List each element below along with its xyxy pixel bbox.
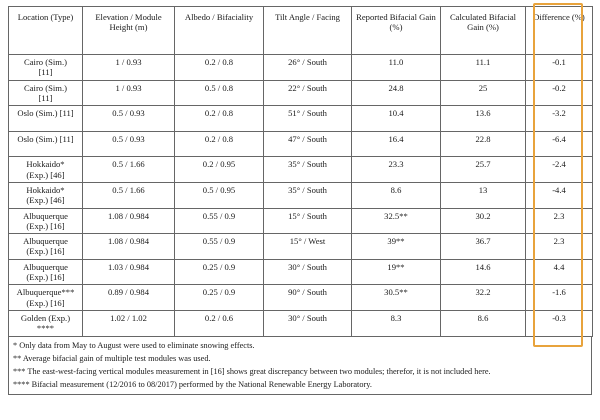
table-row <box>9 310 593 336</box>
cell-reported: 30.5** <box>352 285 441 311</box>
cell-elevation: 0.89 / 0.984 <box>83 285 175 311</box>
cell-difference: -2.4 <box>526 157 593 183</box>
cell-calculated: 14.6 <box>441 259 526 285</box>
cell-location <box>9 131 83 157</box>
location-line: Hokkaido* <box>26 159 65 170</box>
cell-difference: -0.3 <box>526 310 593 336</box>
cell-albedo: 0.2 / 0.95 <box>175 157 264 183</box>
cell-calculated: 22.8 <box>441 131 526 157</box>
table-header-row <box>9 7 593 55</box>
cell-difference: -4.4 <box>526 182 593 208</box>
cell-reported: 39** <box>352 234 441 260</box>
cell-elevation: 1.08 / 0.984 <box>83 234 175 260</box>
cell-albedo: 0.2 / 0.6 <box>175 310 264 336</box>
header-tilt: Tilt Angle / Facing <box>264 7 352 55</box>
table-row <box>9 208 593 234</box>
table-row <box>9 182 593 208</box>
cell-elevation: 1 / 0.93 <box>83 80 175 106</box>
cell-difference: -0.2 <box>526 80 593 106</box>
location-line: Albuquerque <box>23 210 68 221</box>
cell-calculated: 32.2 <box>441 285 526 311</box>
cell-calculated: 13.6 <box>441 106 526 132</box>
location-line: **** <box>36 323 55 334</box>
cell-calculated: 13 <box>441 182 526 208</box>
cell-reported: 8.6 <box>352 182 441 208</box>
footnote: * Only data from May to August were used to eliminate snowing effects. <box>13 340 255 350</box>
location-line: Albuquerque <box>23 261 68 272</box>
cell-elevation: 1.08 / 0.984 <box>83 208 175 234</box>
cell-elevation: 0.5 / 0.93 <box>83 131 175 157</box>
header-albedo: Albedo / Bifaciality <box>175 7 264 55</box>
cell-location <box>9 234 83 260</box>
table-row <box>9 106 593 132</box>
bifacial-gain-table <box>8 6 593 337</box>
cell-elevation: 1.03 / 0.984 <box>83 259 175 285</box>
cell-difference: -0.1 <box>526 55 593 81</box>
cell-tilt: 30° / South <box>264 310 352 336</box>
location-line: Oslo (Sim.) [11] <box>17 133 74 144</box>
cell-tilt: 51° / South <box>264 106 352 132</box>
table-row <box>9 234 593 260</box>
footnotes <box>8 337 592 395</box>
table-row <box>9 80 593 106</box>
location-line: [11] <box>38 92 53 103</box>
cell-location <box>9 80 83 106</box>
cell-calculated: 30.2 <box>441 208 526 234</box>
cell-location <box>9 182 83 208</box>
cell-calculated: 11.1 <box>441 55 526 81</box>
location-line: [11] <box>38 67 53 78</box>
header-location: Location (Type) <box>9 7 83 55</box>
cell-calculated: 8.6 <box>441 310 526 336</box>
cell-albedo: 0.5 / 0.95 <box>175 182 264 208</box>
table-body <box>9 55 593 337</box>
cell-reported: 23.3 <box>352 157 441 183</box>
cell-location <box>9 285 83 311</box>
location-line: Cairo (Sim.) <box>24 57 67 67</box>
footnote: *** The east-west-facing vertical modules measurement in [16] shows great discrepancy between two modules; therefor, it is not included here. <box>13 366 491 376</box>
cell-difference: -1.6 <box>526 285 593 311</box>
footnote: ** Average bifacial gain of multiple test modules was used. <box>13 353 211 363</box>
cell-reported: 19** <box>352 259 441 285</box>
cell-location <box>9 259 83 285</box>
cell-tilt: 47° / South <box>264 131 352 157</box>
cell-tilt: 22° / South <box>264 80 352 106</box>
cell-location <box>9 310 83 336</box>
cell-tilt: 90° / South <box>264 285 352 311</box>
table-row <box>9 285 593 311</box>
cell-difference: 2.3 <box>526 208 593 234</box>
header-calculated-gain: Calculated Bifacial Gain (%) <box>441 7 526 55</box>
cell-albedo: 0.2 / 0.8 <box>175 106 264 132</box>
table-row <box>9 259 593 285</box>
document-page <box>8 6 592 395</box>
location-line: Oslo (Sim.) [11] <box>17 108 74 119</box>
cell-location <box>9 208 83 234</box>
cell-location <box>9 157 83 183</box>
table-row <box>9 157 593 183</box>
cell-tilt: 35° / South <box>264 182 352 208</box>
cell-elevation: 1.02 / 1.02 <box>83 310 175 336</box>
cell-tilt: 15° / West <box>264 234 352 260</box>
cell-albedo: 0.25 / 0.9 <box>175 259 264 285</box>
cell-reported: 24.8 <box>352 80 441 106</box>
location-line: Golden (Exp.) <box>20 312 71 323</box>
location-line: Hokkaido* <box>26 184 65 195</box>
cell-elevation: 0.5 / 1.66 <box>83 182 175 208</box>
cell-tilt: 15° / South <box>264 208 352 234</box>
header-reported-gain: Reported Bifacial Gain (%) <box>352 7 441 55</box>
cell-albedo: 0.55 / 0.9 <box>175 234 264 260</box>
location-line: (Exp.) [16] <box>26 246 65 257</box>
cell-location <box>9 106 83 132</box>
cell-difference: -3.2 <box>526 106 593 132</box>
cell-tilt: 26° / South <box>264 55 352 81</box>
cell-location <box>9 55 83 81</box>
cell-reported: 16.4 <box>352 131 441 157</box>
cell-calculated: 25 <box>441 80 526 106</box>
table-row <box>9 131 593 157</box>
cell-reported: 10.4 <box>352 106 441 132</box>
cell-elevation: 0.5 / 1.66 <box>83 157 175 183</box>
location-line: (Exp.) [16] <box>26 297 65 308</box>
footnote: **** Bifacial measurement (12/2016 to 08/2017) performed by the National Renewable Energy Laboratory. <box>13 379 372 389</box>
cell-reported: 8.3 <box>352 310 441 336</box>
location-line: (Exp.) [46] <box>26 169 65 180</box>
cell-difference: -6.4 <box>526 131 593 157</box>
cell-albedo: 0.55 / 0.9 <box>175 208 264 234</box>
cell-reported: 32.5** <box>352 208 441 234</box>
cell-elevation: 1 / 0.93 <box>83 55 175 81</box>
location-line: (Exp.) [16] <box>26 271 65 282</box>
table-row <box>9 55 593 81</box>
cell-albedo: 0.2 / 0.8 <box>175 55 264 81</box>
cell-tilt: 30° / South <box>264 259 352 285</box>
cell-calculated: 25.7 <box>441 157 526 183</box>
location-line: Albuquerque <box>23 236 68 247</box>
cell-reported: 11.0 <box>352 55 441 81</box>
cell-elevation: 0.5 / 0.93 <box>83 106 175 132</box>
header-elevation: Elevation / Module Height (m) <box>83 7 175 55</box>
cell-difference: 4.4 <box>526 259 593 285</box>
cell-calculated: 36.7 <box>441 234 526 260</box>
cell-tilt: 35° / South <box>264 157 352 183</box>
cell-albedo: 0.25 / 0.9 <box>175 285 264 311</box>
cell-albedo: 0.2 / 0.8 <box>175 131 264 157</box>
location-line: Cairo (Sim.) <box>24 82 67 93</box>
location-line: Albuquerque*** <box>16 287 75 298</box>
location-line: (Exp.) [16] <box>26 220 65 231</box>
location-line: (Exp.) [46] <box>26 195 65 206</box>
cell-albedo: 0.5 / 0.8 <box>175 80 264 106</box>
cell-difference: 2.3 <box>526 234 593 260</box>
header-difference: Difference (%) <box>526 7 593 55</box>
